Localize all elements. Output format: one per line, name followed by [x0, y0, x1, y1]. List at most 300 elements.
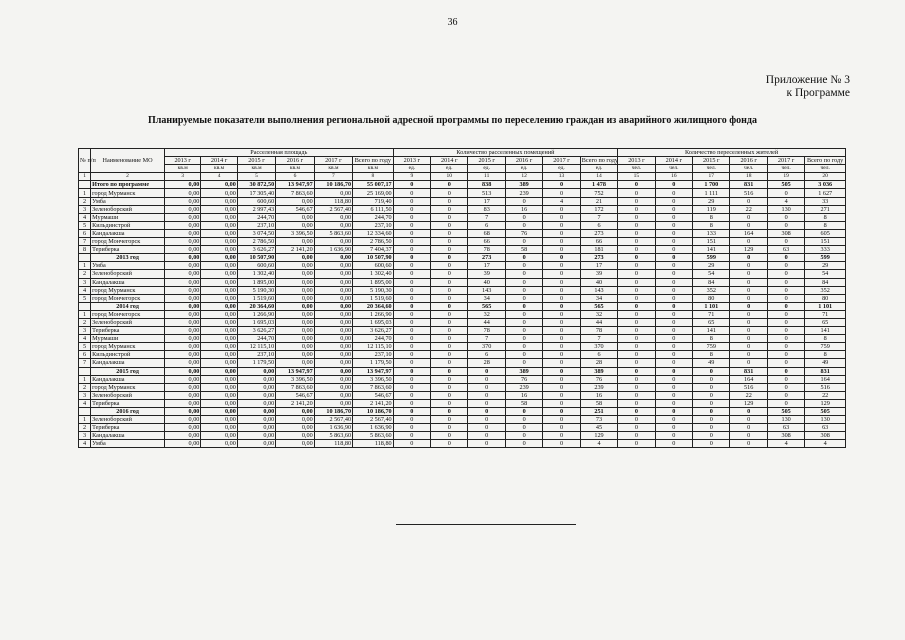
row-value: 516 [805, 383, 846, 391]
header-year-rooms-1: 2014 г [431, 157, 468, 165]
header-year-people-2: 2015 г [693, 157, 730, 165]
row-value: 33 [805, 197, 846, 205]
row-value: 0,00 [201, 318, 237, 326]
row-value: 3 626,27 [237, 327, 275, 335]
row-value: 2 141,20 [353, 399, 394, 407]
row-value: 7 [580, 335, 617, 343]
row-value: 0 [618, 359, 655, 367]
row-value: 0 [655, 213, 692, 221]
row-value: 600,60 [237, 262, 275, 270]
table-row [79, 205, 846, 213]
row-value: 0 [655, 246, 692, 254]
row-value: 8 [805, 221, 846, 229]
row-value: 0 [505, 302, 542, 310]
row-value: 0 [543, 367, 580, 375]
row-value: 0 [505, 262, 542, 270]
row-value: 0 [730, 310, 767, 318]
row-value: 0,00 [276, 424, 314, 432]
row-value: 0,00 [164, 375, 200, 383]
row-value: 0 [431, 432, 468, 440]
row-value: 0 [393, 351, 430, 359]
row-value: 0,00 [201, 359, 237, 367]
row-value: 164 [730, 375, 767, 383]
row-value: 0,00 [201, 221, 237, 229]
row-value: 63 [767, 424, 804, 432]
row-value: 0 [393, 221, 430, 229]
row-value: 0 [468, 408, 505, 416]
row-value: 0 [655, 270, 692, 278]
row-number [79, 181, 91, 189]
row-value: 66 [468, 238, 505, 246]
row-value: 0 [655, 440, 692, 448]
row-number: 5 [79, 221, 91, 229]
row-value: 0 [655, 286, 692, 294]
row-value: 118,80 [314, 197, 352, 205]
row-value: 0 [655, 205, 692, 213]
header-unit-people-2: чел. [693, 165, 730, 173]
row-value: 0 [767, 286, 804, 294]
row-value: 0 [543, 221, 580, 229]
header-year-people-0: 2013 г [618, 157, 655, 165]
row-value: 0,00 [201, 205, 237, 213]
row-value: 130 [767, 205, 804, 213]
header-index-2: 3 [164, 173, 200, 181]
row-value: 16 [505, 391, 542, 399]
row-value: 719,40 [353, 197, 394, 205]
row-value: 0 [655, 343, 692, 351]
row-value: 164 [805, 375, 846, 383]
row-value: 546,67 [353, 391, 394, 399]
row-number: 3 [79, 327, 91, 335]
document-title: Планируемые показатели выполнения региональной адресной программы по переселению граждан из аварийного жилищного фонда [148, 115, 757, 126]
row-value: 0,00 [164, 270, 200, 278]
row-value: 0 [543, 351, 580, 359]
row-value: 0 [730, 351, 767, 359]
row-value: 516 [730, 383, 767, 391]
row-value: 0,00 [164, 286, 200, 294]
row-name: Териберка [91, 424, 165, 432]
row-value: 0,00 [201, 262, 237, 270]
table-row [79, 246, 846, 254]
row-value: 29 [693, 197, 730, 205]
header-index-17: 18 [730, 173, 767, 181]
row-value: 0 [505, 310, 542, 318]
row-value: 0 [618, 391, 655, 399]
row-value: 237,10 [237, 351, 275, 359]
row-value: 0 [468, 424, 505, 432]
header-index-3: 4 [201, 173, 237, 181]
row-value: 118,80 [314, 440, 352, 448]
row-value: 0 [655, 221, 692, 229]
row-value: 22 [730, 391, 767, 399]
row-value: 0,00 [276, 310, 314, 318]
row-value: 2 567,40 [314, 416, 352, 424]
header-index-12: 13 [543, 173, 580, 181]
row-value: 0,00 [164, 294, 200, 302]
row-value: 7 [468, 335, 505, 343]
appendix-line-2: к Программе [786, 87, 850, 99]
table-row [79, 391, 846, 399]
row-value: 1 636,90 [314, 246, 352, 254]
row-value: 0 [431, 399, 468, 407]
row-value: 49 [693, 359, 730, 367]
header-unit-rooms-3: ед. [505, 165, 542, 173]
row-value: 308 [767, 229, 804, 237]
header-index-13: 14 [580, 173, 617, 181]
row-value: 0 [393, 359, 430, 367]
row-value: 3 074,50 [237, 229, 275, 237]
table-row [79, 310, 846, 318]
row-value: 12 115,10 [353, 343, 394, 351]
row-value: 0 [431, 408, 468, 416]
header-group-people: Количество переселенных жителей [618, 149, 846, 157]
row-value: 0 [618, 213, 655, 221]
row-value: 0 [543, 432, 580, 440]
table-row [79, 432, 846, 440]
row-value: 0 [543, 294, 580, 302]
row-value: 0 [730, 270, 767, 278]
row-value: 0 [431, 440, 468, 448]
row-value: 831 [730, 181, 767, 189]
row-value: 0 [618, 197, 655, 205]
row-value: 0 [618, 440, 655, 448]
row-value: 0 [618, 229, 655, 237]
row-value: 0,00 [201, 270, 237, 278]
row-value: 0 [767, 221, 804, 229]
row-value: 0 [393, 197, 430, 205]
row-value: 129 [730, 246, 767, 254]
row-value: 565 [580, 302, 617, 310]
row-value: 0 [767, 310, 804, 318]
row-value: 505 [805, 408, 846, 416]
row-value: 0 [543, 213, 580, 221]
row-value: 84 [805, 278, 846, 286]
row-value: 0,00 [314, 327, 352, 335]
header-index-14: 15 [618, 173, 655, 181]
row-value: 0,00 [164, 343, 200, 351]
row-value: 3 626,27 [237, 246, 275, 254]
table-body [79, 181, 846, 448]
row-value: 0 [543, 424, 580, 432]
row-value: 8 [805, 335, 846, 343]
table-row [79, 318, 846, 326]
row-value: 54 [805, 270, 846, 278]
row-value: 0 [767, 359, 804, 367]
row-value: 273 [580, 229, 617, 237]
row-value: 3 396,50 [276, 375, 314, 383]
row-value: 0 [730, 262, 767, 270]
row-value: 0 [730, 327, 767, 335]
row-value: 0 [393, 310, 430, 318]
row-value: 0,00 [276, 270, 314, 278]
row-value: 0 [543, 262, 580, 270]
row-value: 0 [431, 278, 468, 286]
row-name: город Мурманск [91, 343, 165, 351]
row-value: 1 627 [805, 189, 846, 197]
row-value: 244,70 [237, 213, 275, 221]
row-value: 0 [543, 327, 580, 335]
row-value: 251 [580, 408, 617, 416]
row-number: 4 [79, 440, 91, 448]
row-value: 0 [431, 238, 468, 246]
row-value: 0 [505, 221, 542, 229]
row-value: 0,00 [314, 359, 352, 367]
row-value: 0,00 [201, 310, 237, 318]
row-value: 10 507,90 [353, 254, 394, 262]
row-value: 0,00 [164, 213, 200, 221]
row-value: 141 [693, 246, 730, 254]
row-name: Умба [91, 197, 165, 205]
header-index-0: 1 [79, 173, 91, 181]
row-value: 0 [393, 367, 430, 375]
row-value: 0 [767, 327, 804, 335]
row-value: 0 [655, 408, 692, 416]
header-year-area-1: 2014 г [201, 157, 237, 165]
row-value: 308 [767, 432, 804, 440]
row-value: 0 [767, 343, 804, 351]
row-value: 0 [730, 416, 767, 424]
row-value: 0 [393, 440, 430, 448]
row-value: 0,00 [237, 391, 275, 399]
row-value: 0,00 [276, 302, 314, 310]
row-value: 0 [431, 318, 468, 326]
row-value: 1 636,90 [353, 424, 394, 432]
row-value: 0 [543, 343, 580, 351]
row-number: 2 [79, 197, 91, 205]
row-value: 129 [580, 432, 617, 440]
row-value: 29 [805, 262, 846, 270]
row-value: 0 [393, 205, 430, 213]
row-value: 0 [655, 262, 692, 270]
row-value: 0 [543, 335, 580, 343]
header-no: № п/п [79, 149, 91, 173]
table-row [79, 440, 846, 448]
row-value: 0,00 [237, 408, 275, 416]
row-value: 0 [505, 294, 542, 302]
row-value: 0,00 [314, 335, 352, 343]
row-value: 0 [431, 189, 468, 197]
row-value: 10 186,70 [353, 408, 394, 416]
row-value: 600,60 [353, 262, 394, 270]
row-value: 0 [431, 229, 468, 237]
row-value: 0 [543, 189, 580, 197]
row-value: 0,00 [314, 189, 352, 197]
row-value: 0 [730, 424, 767, 432]
row-value: 0 [393, 399, 430, 407]
row-value: 71 [805, 310, 846, 318]
row-value: 0 [767, 335, 804, 343]
row-value: 0,00 [314, 302, 352, 310]
row-value: 308 [805, 432, 846, 440]
row-value: 1 101 [693, 302, 730, 310]
row-value: 0,00 [314, 351, 352, 359]
header-index-4: 5 [237, 173, 275, 181]
closing-rule [396, 524, 576, 525]
row-value: 0,00 [201, 416, 237, 424]
page-number: 36 [447, 17, 458, 28]
row-value: 0 [730, 318, 767, 326]
row-value: 143 [468, 286, 505, 294]
row-value: 0 [393, 343, 430, 351]
row-number [79, 408, 91, 416]
row-value: 0,00 [237, 375, 275, 383]
row-value: 58 [580, 399, 617, 407]
row-value: 0 [543, 238, 580, 246]
row-value: 1 478 [580, 181, 617, 189]
row-value: 0 [431, 424, 468, 432]
row-value: 0,00 [164, 254, 200, 262]
header-index-19: 20 [805, 173, 846, 181]
header-year-rooms-4: 2017 г [543, 157, 580, 165]
row-value: 0,00 [164, 229, 200, 237]
row-name: 2016 год [91, 408, 165, 416]
row-value: 0 [393, 278, 430, 286]
header-unit-area-2: кв.м [237, 165, 275, 173]
row-value: 172 [580, 205, 617, 213]
row-value: 0,00 [201, 335, 237, 343]
row-value: 0,00 [164, 432, 200, 440]
row-value: 370 [468, 343, 505, 351]
row-value: 0 [393, 286, 430, 294]
row-number: 4 [79, 335, 91, 343]
row-value: 389 [505, 367, 542, 375]
row-value: 0 [505, 286, 542, 294]
row-value: 0 [618, 246, 655, 254]
row-value: 34 [580, 294, 617, 302]
header-total-area: Всего по году [353, 157, 394, 165]
row-value: 0 [655, 278, 692, 286]
row-number: 3 [79, 278, 91, 286]
row-value: 3 036 [805, 181, 846, 189]
header-group-area: Расселенная площадь [164, 149, 393, 157]
row-value: 0,00 [201, 367, 237, 375]
row-value: 831 [730, 367, 767, 375]
row-value: 0 [655, 391, 692, 399]
row-value: 0,00 [164, 221, 200, 229]
row-value: 119 [693, 205, 730, 213]
row-value: 0 [431, 335, 468, 343]
row-value: 2 567,40 [314, 205, 352, 213]
row-number: 2 [79, 383, 91, 391]
row-value: 0 [693, 432, 730, 440]
year-section-row [79, 408, 846, 416]
row-value: 141 [693, 327, 730, 335]
row-name: Териберка [91, 246, 165, 254]
row-value: 0,00 [164, 359, 200, 367]
header-year-rooms-3: 2016 г [505, 157, 542, 165]
row-value: 239 [505, 189, 542, 197]
row-number: 3 [79, 432, 91, 440]
row-value: 16 [505, 205, 542, 213]
row-value: 0 [468, 383, 505, 391]
header-units-row [79, 165, 846, 173]
row-value: 0 [431, 294, 468, 302]
row-value: 0,00 [201, 383, 237, 391]
row-value: 0,00 [314, 375, 352, 383]
row-value: 10 507,90 [237, 254, 275, 262]
row-value: 0 [618, 286, 655, 294]
appendix-line-1: Приложение № 3 [765, 74, 850, 86]
row-value: 7 863,60 [276, 383, 314, 391]
row-value: 0,00 [237, 440, 275, 448]
row-value: 0,00 [276, 294, 314, 302]
row-value: 0,00 [164, 181, 200, 189]
row-name: Териберка [91, 399, 165, 407]
row-value: 239 [505, 383, 542, 391]
row-value: 8 [805, 213, 846, 221]
row-value: 0 [618, 278, 655, 286]
row-value: 45 [580, 424, 617, 432]
row-value: 0,00 [164, 302, 200, 310]
row-value: 0,00 [164, 189, 200, 197]
row-value: 0 [655, 254, 692, 262]
row-value: 0,00 [276, 197, 314, 205]
row-value: 0,00 [276, 213, 314, 221]
row-value: 0 [468, 440, 505, 448]
row-value: 0,00 [201, 246, 237, 254]
row-number: 2 [79, 424, 91, 432]
row-value: 0 [431, 375, 468, 383]
row-value: 0 [431, 246, 468, 254]
header-index-8: 9 [393, 173, 430, 181]
row-value: 0 [505, 327, 542, 335]
row-value: 1 695,03 [353, 318, 394, 326]
row-value: 546,67 [276, 391, 314, 399]
row-name: Зеленоборский [91, 205, 165, 213]
row-value: 0,00 [314, 254, 352, 262]
row-value: 34 [468, 294, 505, 302]
row-value: 0,00 [201, 432, 237, 440]
row-value: 0 [505, 318, 542, 326]
row-value: 0,00 [164, 246, 200, 254]
row-value: 78 [468, 246, 505, 254]
row-value: 0 [505, 416, 542, 424]
row-value: 1 519,60 [237, 294, 275, 302]
row-value: 0 [468, 367, 505, 375]
row-number: 8 [79, 246, 91, 254]
row-value: 76 [505, 375, 542, 383]
row-value: 271 [805, 205, 846, 213]
row-value: 0 [468, 399, 505, 407]
row-value: 0 [767, 351, 804, 359]
row-value: 0 [393, 335, 430, 343]
row-value: 13 947,97 [353, 367, 394, 375]
row-value: 0 [393, 238, 430, 246]
row-value: 29 [693, 262, 730, 270]
table-row [79, 278, 846, 286]
row-value: 12 334,60 [353, 229, 394, 237]
row-value: 0 [655, 181, 692, 189]
row-value: 0,00 [314, 310, 352, 318]
header-index-5: 6 [276, 173, 314, 181]
header-year-people-1: 2014 г [655, 157, 692, 165]
row-value: 65 [805, 318, 846, 326]
row-value: 0 [393, 229, 430, 237]
header-year-area-0: 2013 г [164, 157, 200, 165]
row-value: 0 [543, 310, 580, 318]
row-value: 5 190,30 [237, 286, 275, 294]
row-value: 65 [693, 318, 730, 326]
row-value: 0 [505, 432, 542, 440]
row-number: 7 [79, 238, 91, 246]
row-value: 0 [767, 318, 804, 326]
header-index-7: 8 [353, 173, 394, 181]
row-value: 244,70 [353, 213, 394, 221]
row-value: 66 [580, 238, 617, 246]
row-value: 0,00 [201, 197, 237, 205]
row-value: 0,00 [201, 238, 237, 246]
row-value: 17 [468, 262, 505, 270]
